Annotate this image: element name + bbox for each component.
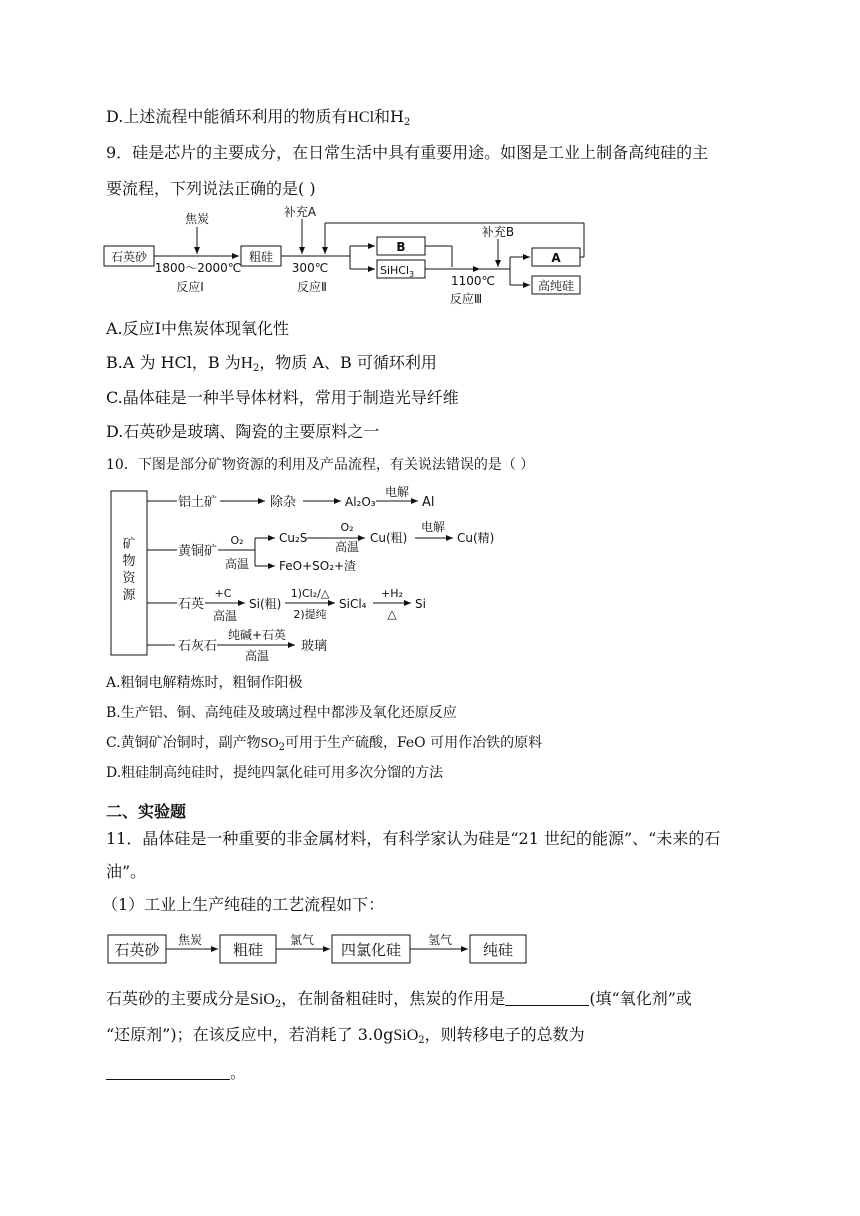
q10-flow-diagram (105, 485, 505, 665)
q11-text-line3 (106, 1062, 246, 1084)
pure-si-label: 纯硅 (482, 941, 514, 959)
heat-delta-label: △ (387, 607, 397, 621)
electrolysis2-label: 电解 (420, 520, 446, 534)
q10-option-a: A.粗铜电解精炼时，粗铜作阳极 (106, 675, 303, 691)
pure-si-label: 高纯硅 (537, 279, 575, 293)
high-temp3-label: 高温 (212, 609, 238, 623)
q11-text1-mid: ，在制备粗硅时，焦炭的作用是 (281, 989, 506, 1008)
hydrogen-label: 氢气 (427, 933, 453, 947)
quartz-label: 石英砂 (110, 250, 148, 264)
and-word: 和 (374, 107, 391, 126)
sio2-formula: SiO (393, 1027, 419, 1044)
cu-crude-label: Cu(粗) (370, 531, 408, 545)
h2-subscript: 2 (404, 117, 411, 128)
sicl4-label: 四氯化硅 (340, 941, 402, 959)
supply-b-label: 补充B (481, 225, 515, 239)
q11-text2-post: ，则转移电子的总数为 (424, 1025, 585, 1044)
q9-stem-line1: 9．硅是芯片的主要成分，在日常生活中具有重要用途。如图是工业上制备高纯硅的主 (106, 143, 709, 162)
remove-impurity-label: 除杂 (270, 495, 297, 510)
glass-label: 玻璃 (301, 639, 328, 654)
step2-label: 2)提纯 (293, 608, 327, 621)
crude-si-label: 粗硅 (248, 250, 274, 264)
q10-option-b: B.生产铝、铜、高纯硅及玻璃过程中都涉及氧化还原反应 (106, 705, 457, 721)
temp2-label: 300℃ (291, 261, 329, 275)
reaction3-label: 反应Ⅲ (449, 292, 483, 306)
q11-stem-line1: 11．晶体硅是一种重要的非金属材料，有科学家认为硅是“21 世纪的能源”、“未来的石 (106, 829, 721, 848)
plus-c-label: +C (214, 587, 232, 600)
q9-flow-diagram (100, 205, 590, 305)
h2-subscript: 2 (253, 363, 260, 374)
high-temp4-label: 高温 (244, 649, 270, 663)
high-temp2-label: 高温 (334, 540, 360, 554)
q9-option-a: A.反应Ⅰ中焦炭体现氧化性 (106, 319, 289, 338)
q10-option-c-post: 可用于生产硫酸，FeO 可用作冶铁的原料 (284, 735, 543, 751)
source-char-4: 源 (122, 588, 136, 603)
temp1-label: 1800～2000℃ (154, 261, 242, 275)
quartz-label: 石英砂 (114, 941, 160, 959)
o2b-label: O₂ (340, 521, 354, 534)
reaction2-label: 反应Ⅱ (297, 280, 327, 294)
reaction1-label: 反应Ⅰ (176, 280, 204, 294)
source-char-1: 矿 (122, 537, 136, 552)
sio2-subscript: 2 (418, 1035, 425, 1046)
q9-option-b-pre: B.A 为 HCl，B 为 (106, 353, 241, 372)
q8-option-d (106, 106, 410, 129)
cu-fine-label: Cu(精) (457, 531, 495, 545)
sio2-formula: SiO (250, 991, 275, 1008)
b-label: B (396, 240, 406, 254)
q11-stem-line2: 油”。 (106, 862, 147, 881)
q9-option-b-post: ，物质 A、B 可循环利用 (259, 353, 437, 372)
q11-text-line2 (106, 1024, 585, 1047)
so2-subscript: 2 (278, 742, 285, 753)
q9-option-c: C.晶体硅是一种半导体材料，常用于制造光导纤维 (106, 388, 459, 407)
chalcopyrite-label: 黄铜矿 (178, 544, 218, 559)
high-temp1-label: 高温 (224, 557, 250, 571)
cu2s-label: Cu₂S (279, 531, 308, 545)
temp3-label: 1100℃ (450, 274, 496, 288)
sicl4-label: SiCl₄ (339, 597, 367, 611)
crude-si-label: 粗硅 (232, 941, 264, 959)
hcl-formula: HCl (347, 109, 375, 126)
answer-blank-1[interactable] (505, 989, 589, 1006)
sihcl3-label: SiHCl$_3$ (380, 264, 415, 279)
bauxite-label: 铝土矿 (178, 495, 218, 510)
al2o3-label: Al₂O₃ (345, 495, 376, 509)
q9-option-b (106, 352, 437, 374)
soda-quartz-label: 纯碱+石英 (227, 628, 287, 642)
so2-formula: SO (260, 736, 279, 751)
quartz-label: 石英 (178, 597, 205, 612)
q10-option-c (106, 733, 542, 754)
q11-text-line1 (106, 988, 692, 1011)
si-label: Si (415, 597, 426, 611)
q10-stem: 10．下图是部分矿物资源的利用及产品流程，有关说法错误的是（ ） (106, 457, 535, 473)
coke-label: 焦炭 (184, 212, 210, 226)
h2-formula: H (240, 353, 254, 372)
plus-h2-label: +H₂ (381, 587, 403, 600)
sio2-subscript: 2 (274, 999, 282, 1010)
q11-text1-post: (填“氧化剂”或 (589, 989, 692, 1008)
source-char-2: 物 (122, 554, 136, 569)
supply-a-label: 补充A (283, 205, 317, 219)
q9-option-d: D.石英砂是玻璃、陶瓷的主要原料之一 (106, 422, 380, 441)
chlorine-label: 氯气 (289, 933, 315, 947)
q11-sub1: （1）工业上生产纯硅的工艺流程如下： (102, 895, 385, 914)
al-label: Al (422, 495, 435, 510)
electrolysis1-label: 电解 (384, 485, 410, 499)
q11-text2-pre: “还原剂”)；在该反应中，若消耗了 3.0g (106, 1025, 394, 1044)
source-char-3: 资 (122, 571, 136, 586)
feo-so2-slag-label: FeO+SO₂+渣 (279, 559, 357, 573)
q9-stem-line2: 要流程，下列说法正确的是( ) (106, 179, 316, 198)
q8-option-d-text: D.上述流程中能循环利用的物质有 (106, 107, 348, 126)
q11-flow-diagram (100, 925, 540, 975)
section-heading: 二、实验题 (106, 802, 187, 821)
coke-label: 焦炭 (177, 933, 203, 947)
answer-blank-2[interactable] (106, 1063, 230, 1080)
h2-formula: H (390, 107, 404, 126)
si-crude-label: Si(粗) (249, 597, 282, 611)
q10-option-d: D.粗硅制高纯硅时，提纯四氯化硅可用多次分馏的方法 (106, 765, 444, 781)
q10-option-c-pre: C.黄铜矿冶铜时，副产物 (106, 735, 261, 751)
q11-text3-end: 。 (230, 1063, 247, 1082)
a-label: A (551, 251, 561, 265)
step1-label: 1)Cl₂/△ (290, 587, 330, 600)
o2-label: O₂ (230, 534, 244, 547)
q11-text1-pre: 石英砂的主要成分是 (106, 989, 251, 1008)
limestone-label: 石灰石 (178, 639, 218, 654)
